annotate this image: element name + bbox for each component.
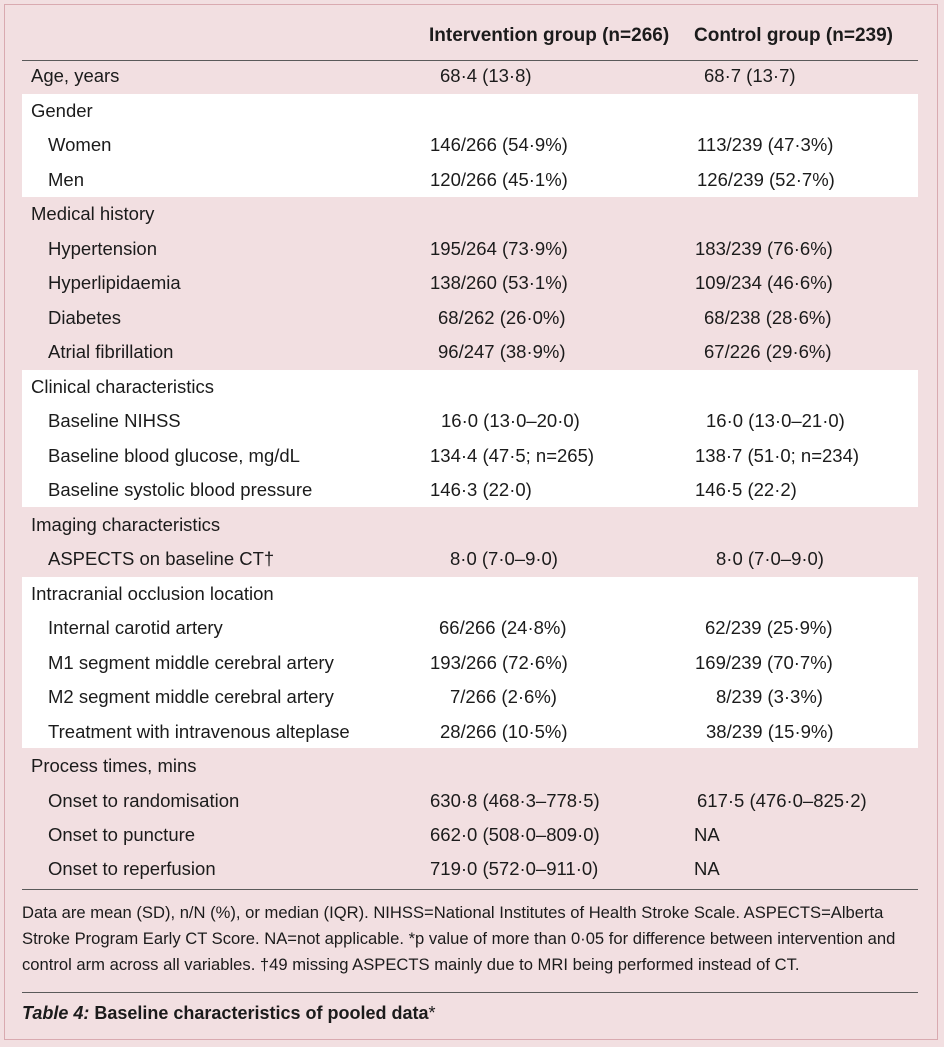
section-heading-row: [22, 749, 918, 783]
table-caption: [22, 1000, 436, 1026]
caption-rule: [22, 992, 918, 993]
caption-footnote-mark: *: [428, 1003, 436, 1023]
row-label: Baseline NIHSS: [48, 410, 181, 431]
intervention-value: 28/266 (10·5%): [440, 721, 568, 742]
row-label: Onset to randomisation: [48, 790, 240, 811]
table-row: [22, 232, 918, 266]
intervention-value: 630·8 (468·3–778·5): [430, 790, 600, 811]
caption-title: Baseline characteristics of pooled data: [89, 1003, 429, 1023]
table-row: [22, 680, 918, 714]
table-row: [22, 852, 918, 886]
row-label: Women: [48, 134, 112, 155]
intervention-value: 662·0 (508·0–809·0): [430, 824, 600, 845]
intervention-value: 195/264 (73·9%): [430, 238, 568, 259]
intervention-value: 68·4 (13·8): [440, 65, 532, 86]
control-value: 16·0 (13·0–21·0): [706, 410, 845, 431]
row-label: M2 segment middle cerebral artery: [48, 686, 334, 707]
control-value: 68/238 (28·6%): [704, 307, 832, 328]
section-heading-row: [22, 370, 918, 404]
control-value: 146·5 (22·2): [695, 479, 797, 500]
table-row: [22, 128, 918, 162]
row-label: Onset to puncture: [48, 824, 196, 845]
intervention-value: 146/266 (54·9%): [430, 134, 568, 155]
intervention-value: 8·0 (7·0–9·0): [450, 548, 558, 569]
row-label: Baseline blood glucose, mg/dL: [48, 445, 300, 466]
section-heading: Process times, mins: [31, 755, 197, 776]
table-row: [22, 611, 918, 645]
section-heading-row: [22, 197, 918, 231]
row-label: Baseline systolic blood pressure: [48, 479, 313, 500]
control-value: 126/239 (52·7%): [697, 169, 835, 190]
control-value: 109/234 (46·6%): [695, 272, 833, 293]
table-row: [22, 784, 918, 818]
row-label: Age, years: [31, 65, 120, 86]
section-heading-row: [22, 508, 918, 542]
control-value: NA: [694, 858, 720, 879]
table-row: [22, 266, 918, 300]
control-value: 113/239 (47·3%): [697, 134, 834, 155]
table-row: [22, 646, 918, 680]
table-footnote: Data are mean (SD), n/N (%), or median (IQR). NIHSS=National Institutes of Health Stroke Scale. ASPECTS=Alberta Stroke Program Early CT Score. NA=not applicable. *p value of more than 0·05 for difference between intervention and control arm across all variables. †49 missing ASPECTS mainly due to MRI being performed instead of CT.: [22, 903, 896, 974]
control-value: 138·7 (51·0; n=234): [695, 445, 860, 466]
control-value: 183/239 (76·6%): [695, 238, 833, 259]
control-value: 617·5 (476·0–825·2): [697, 790, 867, 811]
row-label: Internal carotid artery: [48, 617, 223, 638]
table-row: [22, 439, 918, 473]
row-label: Treatment with intravenous alteplase: [48, 721, 350, 742]
caption-label: Table 4:: [22, 1003, 90, 1023]
section-heading-row: [22, 94, 918, 128]
table-row: [22, 163, 918, 197]
row-label: Men: [48, 169, 84, 190]
intervention-value: 138/260 (53·1%): [430, 272, 568, 293]
section-heading: Intracranial occlusion location: [31, 583, 274, 604]
row-label: M1 segment middle cerebral artery: [48, 652, 334, 673]
control-value: 68·7 (13·7): [704, 65, 796, 86]
row-label: Atrial fibrillation: [48, 341, 174, 362]
intervention-value: 719·0 (572·0–911·0): [430, 858, 599, 879]
intervention-value: 146·3 (22·0): [430, 479, 532, 500]
control-value: 62/239 (25·9%): [705, 617, 833, 638]
control-value: 38/239 (15·9%): [706, 721, 834, 742]
intervention-value: 68/262 (26·0%): [438, 307, 566, 328]
column-header-intervention: Intervention group (n=266): [429, 25, 670, 46]
intervention-value: 7/266 (2·6%): [450, 686, 557, 707]
table-row: [22, 715, 918, 749]
row-label: Hyperlipidaemia: [48, 272, 181, 293]
section-heading: Medical history: [31, 203, 155, 224]
section-heading: Clinical characteristics: [31, 376, 214, 397]
intervention-value: 193/266 (72·6%): [430, 652, 568, 673]
row-label: Hypertension: [48, 238, 158, 259]
column-header-control: Control group (n=239): [694, 25, 893, 46]
row-label: Diabetes: [48, 307, 122, 328]
control-value: NA: [694, 824, 720, 845]
control-value: 8·0 (7·0–9·0): [716, 548, 824, 569]
intervention-value: 120/266 (45·1%): [430, 169, 568, 190]
control-value: 8/239 (3·3%): [716, 686, 823, 707]
table-row: [22, 335, 918, 369]
table-row: [22, 301, 918, 335]
table-row: [22, 59, 918, 93]
intervention-value: 66/266 (24·8%): [439, 617, 567, 638]
row-label: Onset to reperfusion: [48, 858, 216, 879]
intervention-value: 16·0 (13·0–20·0): [441, 410, 580, 431]
intervention-value: 134·4 (47·5; n=265): [430, 445, 595, 466]
section-heading: Gender: [31, 100, 93, 121]
table-row: [22, 818, 918, 852]
section-heading: Imaging characteristics: [31, 514, 221, 535]
table-row: [22, 404, 918, 438]
control-value: 67/226 (29·6%): [704, 341, 832, 362]
control-value: 169/239 (70·7%): [695, 652, 833, 673]
row-label: ASPECTS on baseline CT†: [48, 548, 275, 569]
table-bottom-rule: [22, 889, 918, 890]
intervention-value: 96/247 (38·9%): [438, 341, 566, 362]
table-row: [22, 542, 918, 576]
table-row: [22, 473, 918, 507]
section-heading-row: [22, 577, 918, 611]
